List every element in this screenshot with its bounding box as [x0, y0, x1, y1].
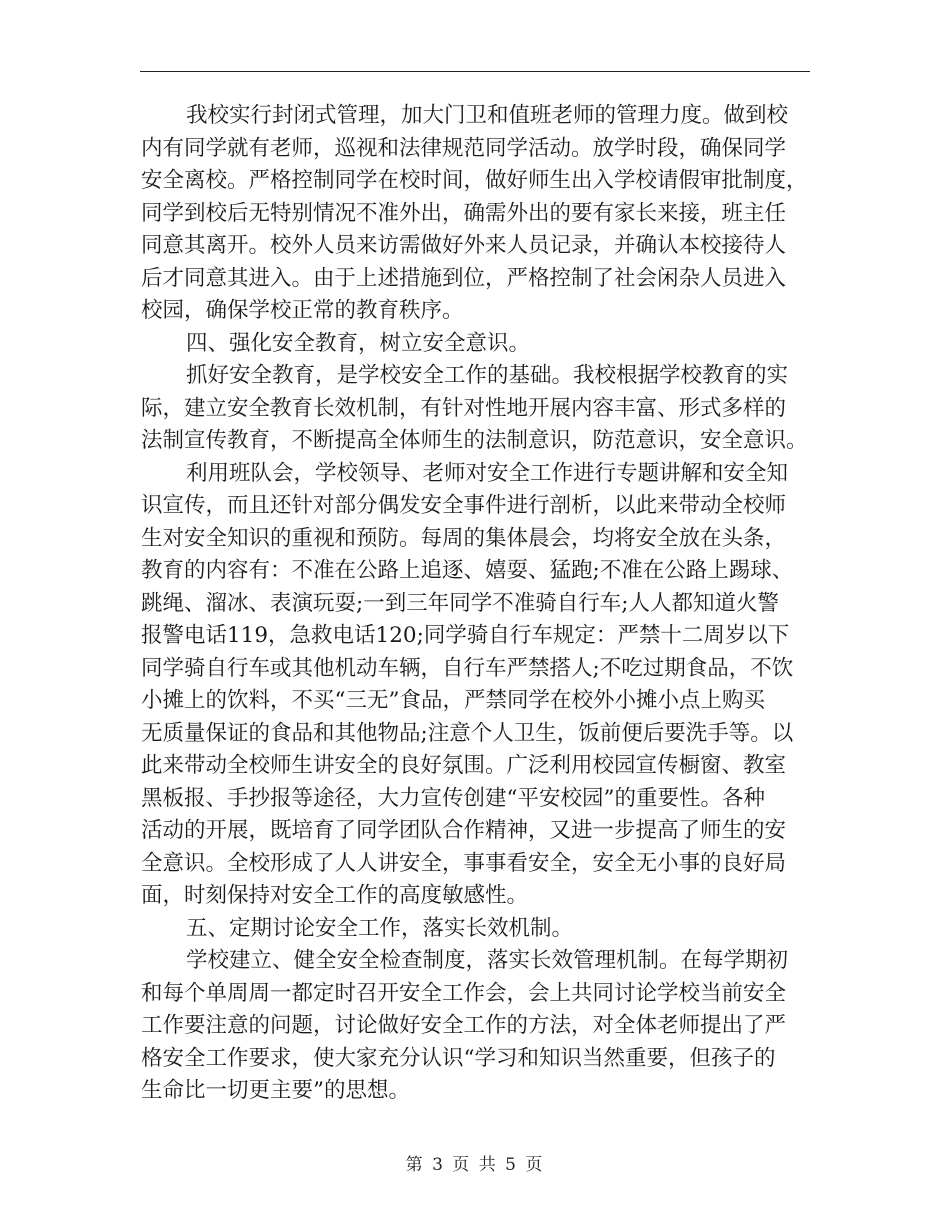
- text-line: 后才同意其进入。由于上述措施到位，严格控制了社会闲杂人员进入: [141, 265, 787, 291]
- text-line: 活动的开展，既培育了同学团队合作精神，又进一步提高了师生的安: [141, 818, 787, 843]
- text-line: 我校实行封闭式管理，加大门卫和值班老师的管理力度。做到校: [186, 103, 789, 128]
- text-line: 全意识。全校形成了人人讲安全，事事看安全，安全无小事的良好局: [141, 850, 787, 876]
- text-line: 法制宣传教育，不断提高全体师生的法制意识，防范意识，安全意识。: [141, 428, 808, 453]
- text-line: 和每个单周周一都定时召开安全工作会，会上共同讨论学校当前安全: [141, 980, 787, 1006]
- text-line: 同学骑自行车或其他机动车辆，自行车严禁搭人;不吃过期食品，不饮: [141, 655, 794, 681]
- text-line: 格安全工作要求，使大家充分认识“学习和知识当然重要，但孩子的: [141, 1045, 776, 1071]
- text-line: 生命比一切更主要”的思想。: [141, 1078, 410, 1103]
- text-line: 同意其离开。校外人员来访需做好外来人员记录，并确认本校接待人: [141, 233, 787, 258]
- text-line: 识宣传，而且还针对部分偶发安全事件进行剖析，以此来带动全校师: [141, 493, 787, 518]
- text-line: 此来带动全校师生讲安全的良好氛围。广泛利用校园宣传橱窗、教室: [141, 753, 787, 778]
- text-line: 黑板报、手抄报等途径，大力宣传创建“平安校园”的重要性。各种: [141, 785, 765, 811]
- text-line: 教育的内容有：不准在公路上追逐、嬉耍、猛跑;不准在公路上踢球、: [141, 558, 794, 583]
- text-line: 内有同学就有老师，巡视和法律规范同学活动。放学时段，确保同学: [141, 135, 787, 161]
- text-line: 无质量保证的食品和其他物品;注意个人卫生，饭前便后要洗手等。以: [141, 720, 794, 746]
- text-line: 生对安全知识的重视和预防。每周的集体晨会，均将安全放在头条，: [141, 525, 787, 551]
- text-line: 同学到校后无特别情况不准外出，确需外出的要有家长来接，班主任: [141, 200, 787, 226]
- text-line: 抓好安全教育，是学校安全工作的基础。我校根据学校教育的实: [186, 363, 789, 388]
- text-line: 际，建立安全教育长效机制，有针对性地开展内容丰富、形式多样的: [141, 395, 787, 421]
- text-line: 工作要注意的问题，讨论做好安全工作的方法，对全体老师提出了严: [141, 1013, 787, 1038]
- text-line: 面，时刻保持对安全工作的高度敏感性。: [141, 883, 529, 908]
- text-line: 五、定期讨论安全工作，落实长效机制。: [186, 915, 574, 941]
- text-line: 小摊上的饮料，不买“三无”食品，严禁同学在校外小摊小点上购买: [141, 688, 765, 713]
- text-line: 学校建立、健全安全检查制度，落实长效管理机制。在每学期初: [186, 948, 789, 973]
- text-line: 安全离校。严格控制同学在校时间，做好师生出入学校请假审批制度，: [141, 168, 808, 193]
- page-number: 第 3 页 共 5 页: [405, 1155, 545, 1175]
- text-line: 报警电话119，急救电话120;同学骑自行车规定：严禁十二周岁以下: [141, 623, 790, 648]
- text-line: 校园，确保学校正常的教育秩序。: [141, 298, 464, 323]
- text-line: 跳绳、溜冰、表演玩耍;一到三年同学不准骑自行车;人人都知道火警: [141, 590, 779, 616]
- header-rule: [140, 71, 810, 72]
- text-line: 利用班队会，学校领导、老师对安全工作进行专题讲解和安全知: [186, 460, 789, 486]
- text-line: 四、强化安全教育，树立安全意识。: [186, 330, 531, 356]
- document-body: [141, 100, 811, 1108]
